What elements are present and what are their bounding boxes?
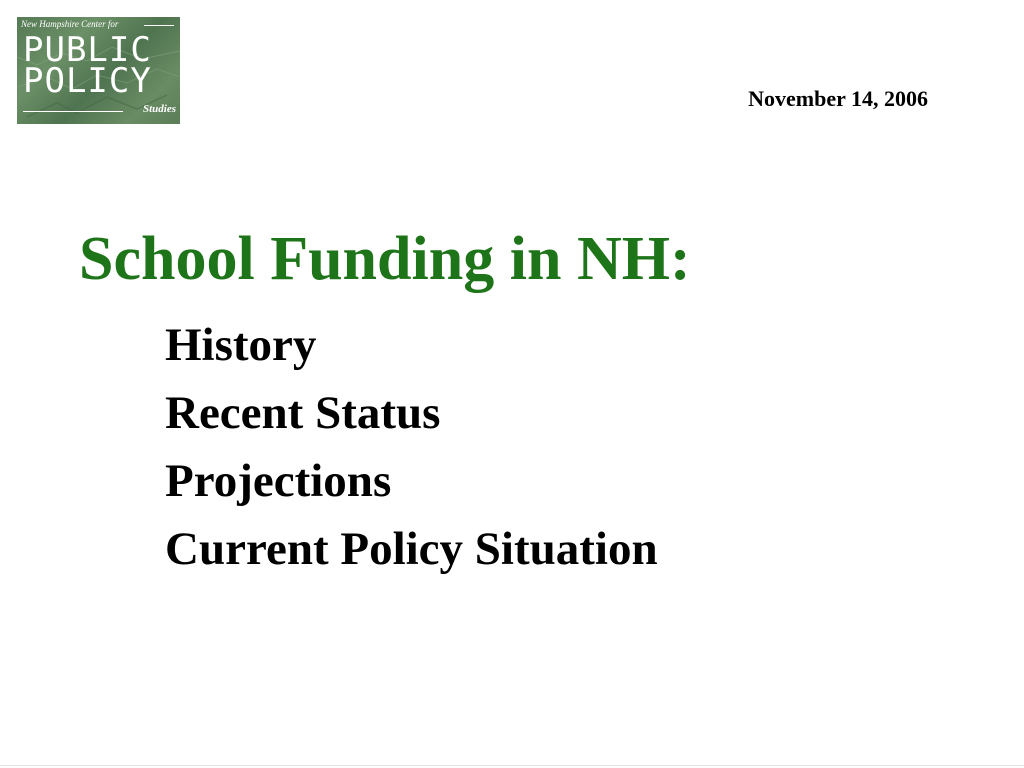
presentation-date: November 14, 2006 [748, 86, 928, 111]
logo-word-public: PUBLIC [23, 30, 152, 70]
nh-center-public-policy-logo [17, 17, 180, 124]
logo-bottom-text: Studies [142, 103, 176, 115]
topic-list [165, 311, 658, 583]
topic-item-projections: Projections [165, 455, 392, 507]
topic-item-recent-status: Recent Status [165, 387, 441, 439]
logo-top-rule [144, 25, 174, 26]
logo-top-text: New Hampshire Center for [21, 19, 119, 29]
logo-word-policy: POLICY [23, 61, 152, 101]
bottom-divider [0, 765, 1024, 766]
topic-item-history: History [165, 319, 317, 371]
slide-title: School Funding in NH: [79, 225, 691, 293]
logo-bottom-rule [23, 111, 123, 112]
topic-item-current-policy-situation: Current Policy Situation [165, 523, 658, 575]
